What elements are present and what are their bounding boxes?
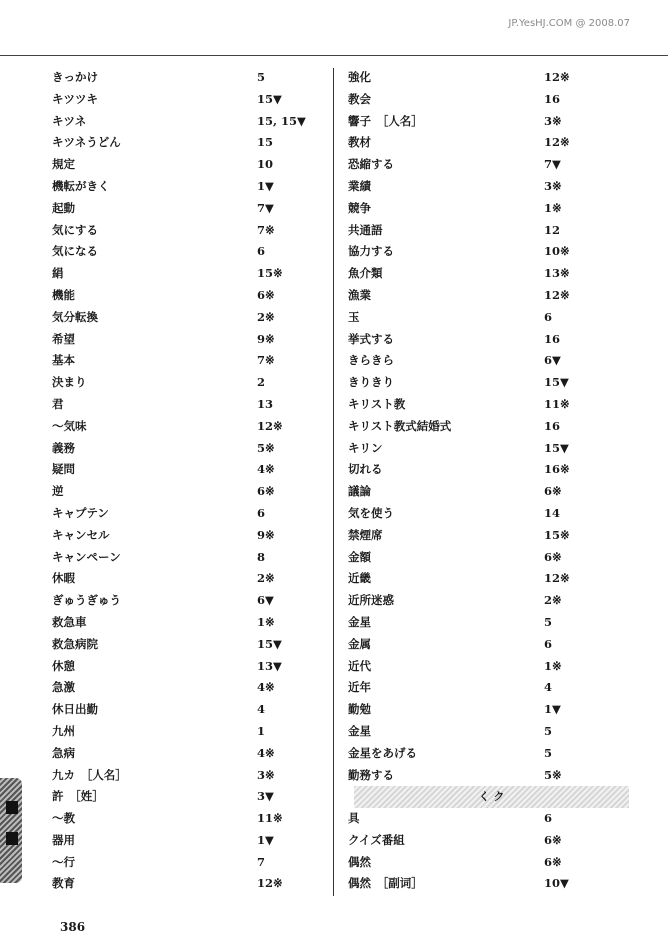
entry-term: 共通語 — [348, 222, 383, 237]
index-entry — [348, 111, 628, 133]
index-entry — [348, 329, 628, 351]
index-entry — [52, 285, 322, 307]
index-column-left — [52, 67, 322, 895]
index-entry — [52, 612, 322, 634]
entry-term: 金星 — [348, 723, 371, 738]
entry-term: 休暇 — [52, 571, 75, 586]
page-number: 386 — [60, 920, 86, 934]
index-entry — [52, 394, 322, 416]
entry-term: ～教 — [52, 811, 75, 826]
entry-page-ref: 9※ — [257, 527, 275, 542]
entry-page-ref: 4 — [257, 702, 266, 717]
entry-term: キツツキ — [52, 91, 98, 106]
index-entry — [52, 372, 322, 394]
index-entry — [348, 634, 628, 656]
index-entry — [52, 438, 322, 460]
entry-page-ref: 7 — [257, 854, 266, 869]
index-entry — [52, 198, 322, 220]
entry-page-ref: 1▼ — [257, 832, 274, 847]
index-entry — [52, 481, 322, 503]
index-entry — [52, 89, 322, 111]
entry-term: 義務 — [52, 440, 75, 455]
entry-term: キリスト教式結婚式 — [348, 418, 452, 433]
entry-term: 起動 — [52, 200, 75, 215]
entry-term: 具 — [348, 811, 360, 826]
index-entry — [52, 634, 322, 656]
entry-page-ref: 16※ — [544, 462, 570, 477]
entry-page-ref: 6▼ — [257, 593, 274, 608]
entry-term: 近所迷惑 — [348, 593, 394, 608]
entry-term: 近畿 — [348, 571, 371, 586]
index-entry — [52, 830, 322, 852]
watermark: JP.YesHJ.COM @ 2008.07 — [508, 18, 630, 29]
entry-term: 教会 — [348, 91, 371, 106]
entry-page-ref: 7▼ — [257, 200, 274, 215]
index-entry — [52, 677, 322, 699]
index-entry — [52, 132, 322, 154]
entry-page-ref: 6▼ — [544, 353, 561, 368]
index-entry — [348, 852, 628, 874]
entry-term: 金星をあげる — [348, 745, 417, 760]
header-rule — [0, 55, 668, 56]
entry-page-ref: 6 — [544, 309, 553, 324]
entry-page-ref: 6※ — [544, 549, 562, 564]
entry-term: 協力する — [348, 244, 394, 259]
entry-term: 強化 — [348, 70, 371, 84]
entry-page-ref: 15, 15▼ — [257, 113, 306, 128]
index-entry — [348, 677, 628, 699]
entry-page-ref: 6 — [544, 636, 553, 651]
entry-page-ref: 12 — [544, 222, 561, 237]
index-entry — [52, 459, 322, 481]
index-entry — [52, 154, 322, 176]
entry-page-ref: 5※ — [257, 440, 275, 455]
index-entry — [348, 699, 628, 721]
entry-term: 急激 — [52, 680, 75, 695]
index-entry — [348, 830, 628, 852]
entry-page-ref: 6※ — [544, 854, 562, 869]
entry-term: 気を使う — [348, 505, 394, 520]
entry-term: 金額 — [348, 549, 371, 564]
index-entry — [52, 852, 322, 874]
index-entry — [52, 568, 322, 590]
index-entry — [52, 547, 322, 569]
entry-page-ref: 6 — [544, 811, 553, 826]
entry-term: 許 ［姓］ — [52, 789, 104, 804]
entry-page-ref: 6 — [257, 244, 266, 259]
entry-term: 金属 — [348, 636, 371, 651]
entry-term: 近代 — [348, 658, 371, 673]
entry-page-ref: 2※ — [257, 309, 275, 324]
entry-page-ref: 16 — [544, 91, 561, 106]
entry-term: 九州 — [52, 723, 75, 738]
index-entry — [52, 743, 322, 765]
entry-term: 金星 — [348, 614, 371, 629]
entry-term: きりきり — [348, 375, 394, 390]
entry-page-ref: 1※ — [544, 658, 562, 673]
entry-term: ～気味 — [52, 418, 87, 433]
index-entry — [348, 765, 628, 787]
entry-term: 魚介類 — [348, 266, 383, 281]
index-entry — [52, 503, 322, 525]
entry-term: キャンペーン — [52, 549, 121, 564]
index-entry — [348, 656, 628, 678]
entry-term: 救急車 — [52, 614, 87, 629]
entry-term: 休日出勤 — [52, 702, 98, 717]
entry-term: 勤務する — [348, 767, 394, 782]
index-entry — [52, 590, 322, 612]
entry-term: 九カ ［人名］ — [52, 767, 127, 782]
entry-term: 気になる — [52, 244, 98, 259]
entry-page-ref: 11※ — [544, 396, 570, 411]
entry-term: 切れる — [348, 462, 383, 477]
index-entry — [348, 743, 628, 765]
index-entry — [52, 241, 322, 263]
index-entry — [52, 656, 322, 678]
index-entry — [52, 808, 322, 830]
entry-term: 器用 — [52, 832, 75, 847]
index-entry — [348, 873, 628, 895]
index-entry — [348, 154, 628, 176]
entry-page-ref: 10※ — [544, 244, 570, 259]
entry-page-ref: 15▼ — [257, 636, 282, 651]
index-entry — [52, 721, 322, 743]
entry-page-ref: 15▼ — [544, 440, 569, 455]
entry-page-ref: 12※ — [257, 418, 283, 433]
entry-term: キャプテン — [52, 505, 109, 520]
entry-page-ref: 14 — [544, 505, 561, 520]
entry-page-ref: 12※ — [544, 571, 570, 586]
entry-term: キリスト教 — [348, 396, 406, 411]
index-entry — [348, 503, 628, 525]
entry-page-ref: 6※ — [544, 484, 562, 499]
entry-page-ref: 2※ — [544, 593, 562, 608]
index-entry — [348, 612, 628, 634]
entry-term: 君 — [52, 396, 64, 411]
entry-term: 玉 — [348, 309, 360, 324]
entry-term: キリン — [348, 440, 383, 455]
index-entry — [52, 67, 322, 89]
index-entry — [348, 438, 628, 460]
index-entry — [348, 285, 628, 307]
entry-page-ref: 15 — [257, 135, 274, 150]
index-entry — [348, 241, 628, 263]
entry-page-ref: 15▼ — [544, 375, 569, 390]
index-entry — [348, 67, 628, 89]
index-entry — [348, 590, 628, 612]
index-entry — [52, 699, 322, 721]
entry-term: 挙式する — [348, 331, 394, 346]
entry-page-ref: 6※ — [257, 484, 275, 499]
index-entry — [348, 459, 628, 481]
entry-page-ref: 3※ — [257, 767, 275, 782]
entry-term: 近年 — [348, 680, 371, 695]
entry-term: 急病 — [52, 745, 75, 760]
entry-page-ref: 1▼ — [257, 178, 274, 193]
index-entry — [348, 394, 628, 416]
entry-term: キャンセル — [52, 527, 110, 542]
entry-term: 気にする — [52, 222, 98, 237]
entry-term: 絹 — [52, 266, 64, 281]
index-entry — [348, 350, 628, 372]
entry-page-ref: 12※ — [544, 70, 570, 84]
entry-term: 偶然 ［副词］ — [348, 876, 423, 891]
index-entry — [348, 263, 628, 285]
entry-page-ref: 3▼ — [257, 789, 274, 804]
index-entry — [348, 176, 628, 198]
entry-term: 教育 — [52, 876, 75, 891]
index-entry — [348, 220, 628, 242]
entry-page-ref: 3※ — [544, 113, 562, 128]
entry-term: 競争 — [348, 200, 371, 215]
entry-term: 救急病院 — [52, 636, 98, 651]
index-entry — [348, 132, 628, 154]
entry-page-ref: 9※ — [257, 331, 275, 346]
entry-page-ref: 10 — [257, 157, 274, 172]
index-entry — [52, 176, 322, 198]
entry-term: 機転がきく — [52, 178, 110, 193]
index-entry — [348, 416, 628, 438]
thumb-index-tab — [0, 778, 22, 883]
entry-term: 決まり — [52, 375, 87, 390]
entry-page-ref: 8 — [257, 549, 266, 564]
entry-page-ref: 4※ — [257, 462, 275, 477]
index-entry — [52, 263, 322, 285]
entry-term: 規定 — [52, 157, 75, 172]
entry-term: 気分転換 — [52, 309, 98, 324]
entry-page-ref: 16 — [544, 331, 561, 346]
entry-page-ref: 12※ — [544, 287, 570, 302]
entry-term: 逆 — [52, 484, 64, 499]
entry-page-ref: 12※ — [257, 876, 283, 891]
entry-page-ref: 4 — [544, 680, 553, 695]
entry-page-ref: 11※ — [257, 811, 283, 826]
entry-page-ref: 16 — [544, 418, 561, 433]
entry-page-ref: 1※ — [544, 200, 562, 215]
index-entry — [348, 808, 628, 830]
entry-page-ref: 13 — [257, 396, 274, 411]
entry-page-ref: 2 — [257, 375, 266, 390]
entry-term: 機能 — [52, 287, 75, 302]
index-entry — [348, 89, 628, 111]
entry-page-ref: 5 — [544, 723, 553, 738]
index-column-right — [348, 67, 628, 895]
index-entry — [52, 786, 322, 808]
index-entry — [52, 765, 322, 787]
entry-page-ref: 5 — [257, 70, 266, 84]
entry-page-ref: 13▼ — [257, 658, 282, 673]
index-entry — [52, 220, 322, 242]
entry-term: クイズ番組 — [348, 832, 405, 847]
entry-page-ref: 7※ — [257, 222, 275, 237]
entry-page-ref: 1 — [257, 723, 266, 738]
entry-page-ref: 6※ — [544, 832, 562, 847]
entry-page-ref: 15▼ — [257, 91, 282, 106]
entry-term: 疑問 — [52, 462, 75, 477]
entry-page-ref: 10▼ — [544, 876, 569, 891]
entry-page-ref: 15※ — [257, 266, 283, 281]
entry-page-ref: 1▼ — [544, 702, 561, 717]
entry-page-ref: 2※ — [257, 571, 275, 586]
entry-term: 響子 ［人名］ — [348, 113, 423, 128]
index-entry — [52, 525, 322, 547]
entry-page-ref: 12※ — [544, 135, 570, 150]
entry-page-ref: 13※ — [544, 266, 570, 281]
entry-page-ref: 15※ — [544, 527, 570, 542]
entry-term: ぎゅうぎゅう — [52, 593, 121, 608]
entry-term: キツネうどん — [52, 135, 121, 150]
index-entry — [52, 416, 322, 438]
index-entry — [348, 721, 628, 743]
index-entry — [52, 329, 322, 351]
index-entry — [52, 111, 322, 133]
index-entry — [348, 525, 628, 547]
entry-page-ref: 6 — [257, 505, 266, 520]
entry-term: キツネ — [52, 113, 87, 128]
index-entry — [52, 307, 322, 329]
index-entry — [52, 350, 322, 372]
entry-page-ref: 5 — [544, 614, 553, 629]
entry-page-ref: 4※ — [257, 680, 275, 695]
entry-term: 議論 — [348, 484, 371, 499]
entry-term: きっかけ — [52, 70, 98, 84]
entry-term: 禁煙席 — [348, 527, 383, 542]
index-entry — [348, 198, 628, 220]
index-entry — [348, 547, 628, 569]
entry-page-ref: 6※ — [257, 287, 275, 302]
entry-term: ～行 — [52, 854, 75, 869]
section-header-ku: く ク — [354, 786, 629, 808]
entry-term: 業績 — [348, 178, 371, 193]
entry-page-ref: 4※ — [257, 745, 275, 760]
entry-term: 偶然 — [348, 854, 371, 869]
column-divider — [333, 68, 334, 896]
entry-term: 教材 — [348, 135, 371, 150]
index-entry — [52, 873, 322, 895]
entry-page-ref: 7※ — [257, 353, 275, 368]
entry-page-ref: 7▼ — [544, 157, 561, 172]
entry-page-ref: 1※ — [257, 614, 275, 629]
entry-term: 漁業 — [348, 287, 371, 302]
entry-term: 恐縮する — [348, 157, 394, 172]
entry-term: 希望 — [52, 331, 75, 346]
index-entry — [348, 568, 628, 590]
entry-page-ref: 3※ — [544, 178, 562, 193]
index-entry — [348, 481, 628, 503]
index-entry — [348, 307, 628, 329]
entry-term: きらきら — [348, 353, 394, 368]
entry-page-ref: 5 — [544, 745, 553, 760]
entry-term: 休憩 — [52, 658, 75, 673]
entry-term: 基本 — [52, 353, 75, 368]
entry-page-ref: 5※ — [544, 767, 562, 782]
index-entry — [348, 372, 628, 394]
entry-term: 勤勉 — [348, 702, 371, 717]
